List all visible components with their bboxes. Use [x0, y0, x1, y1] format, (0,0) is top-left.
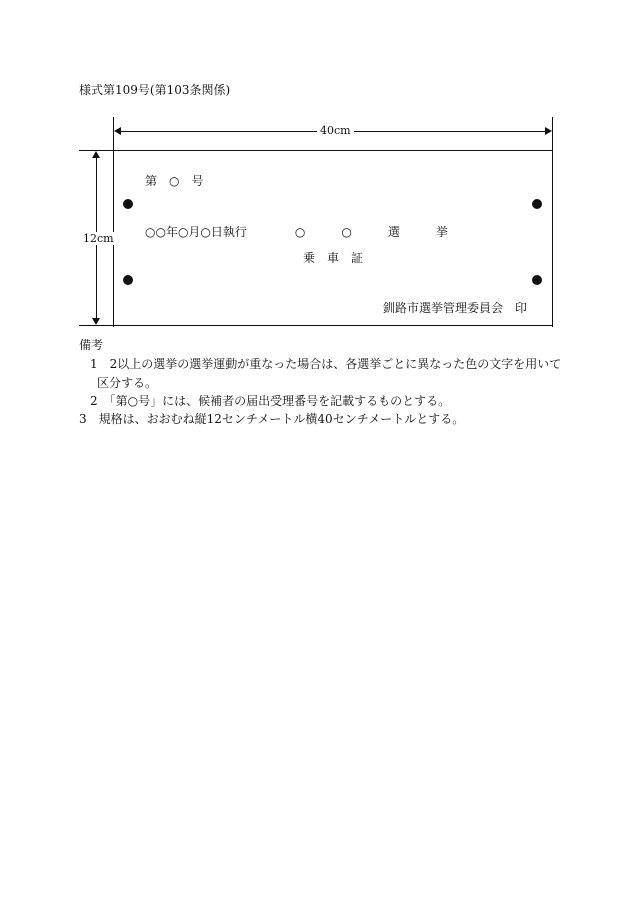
- box-top-border: [79, 150, 553, 151]
- left-border-line: [113, 117, 114, 327]
- height-arrow-up-icon: [92, 151, 100, 158]
- note-item-2: 2 「第○号」には、候補者の届出受理番号を記載するものとする。: [90, 394, 451, 408]
- form-title: 様式第109号(第103条関係): [79, 83, 231, 97]
- note-item-3: 3 規格は、おおむね縦12センチメートル横40センチメートルとする。: [79, 412, 465, 426]
- punch-hole-bottom-right-icon: [532, 275, 542, 285]
- note-item-1: 1 2以上の選挙の選挙運動が重なった場合は、各選挙ごとに異なった色の文字を用いて: [90, 357, 562, 371]
- certificate-number: 第 ○ 号: [145, 174, 204, 188]
- width-label: 40cm: [317, 124, 354, 137]
- certificate-title: 乗 車 証: [303, 251, 364, 265]
- right-border-line: [552, 117, 553, 327]
- note-item-1-continued: 区分する。: [97, 376, 158, 390]
- issuer-line: 釧路市選挙管理委員会 印: [383, 301, 528, 315]
- punch-hole-bottom-left-icon: [123, 275, 133, 285]
- notes-heading: 備考: [79, 338, 104, 352]
- width-arrow-right-icon: [545, 127, 552, 135]
- box-bottom-border: [79, 325, 553, 326]
- width-arrow-left-icon: [114, 127, 121, 135]
- punch-hole-top-left-icon: [123, 199, 133, 209]
- height-arrow-down-icon: [92, 318, 100, 325]
- height-label: 12cm: [80, 232, 117, 245]
- punch-hole-top-right-icon: [532, 199, 542, 209]
- election-line: ○○年○月○日執行 ○ ○ 選 挙: [145, 225, 448, 239]
